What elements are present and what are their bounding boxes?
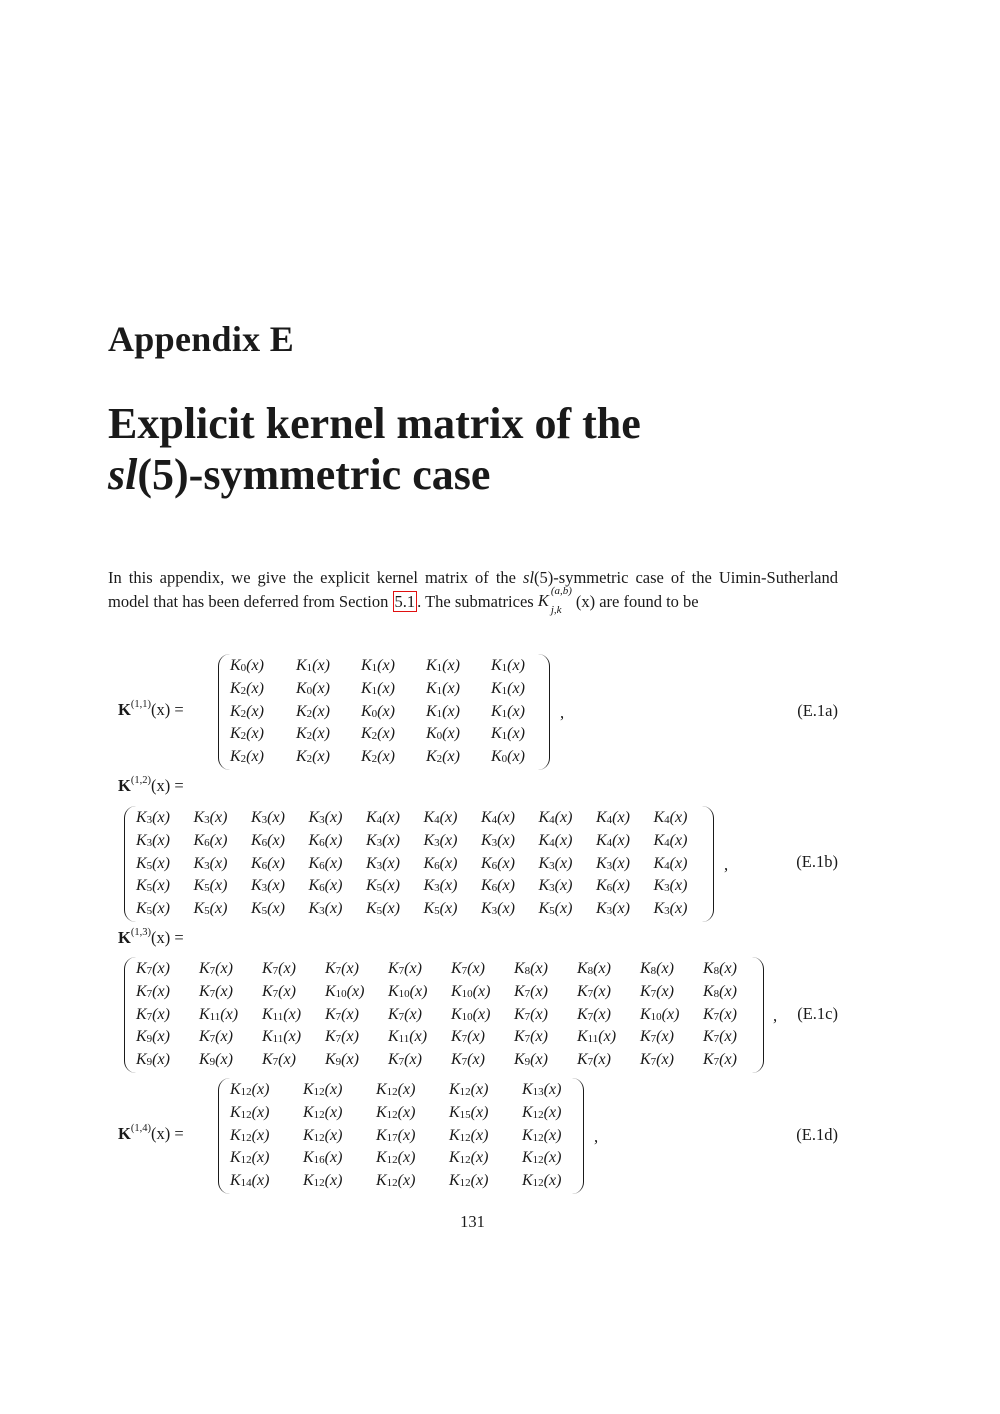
matrix-entry: $K_7(x)$ bbox=[325, 1005, 359, 1023]
matrix-entry: $K_6(x)$ bbox=[481, 877, 515, 895]
matrix-entry: $K_3(x)$ bbox=[251, 809, 285, 826]
matrix-entry: $K_3(x)$ bbox=[538, 854, 573, 872]
matrix-entry: $K_{11}(x)$ bbox=[262, 1005, 302, 1023]
matrix-entry: $K_{12}(x)$ bbox=[449, 1172, 489, 1190]
matrix-entry: $K_{14}(x)$ bbox=[230, 1172, 270, 1190]
matrix-entry: $K_7(x)$ bbox=[325, 1028, 359, 1046]
matrix-entry: $K_5(x)$ bbox=[251, 900, 285, 918]
kernel-matrix bbox=[218, 1078, 584, 1194]
matrix-entry: $K_3(x)$ bbox=[193, 809, 228, 826]
matrix-entry: $K_5(x)$ bbox=[366, 900, 400, 918]
matrix-entry: $K_7(x)$ bbox=[388, 1051, 422, 1069]
matrix-entry: $K_4(x)$ bbox=[538, 831, 573, 849]
matrix-entry: $K_2(x)$ bbox=[426, 748, 460, 766]
matrix-entry: $K_2(x)$ bbox=[361, 725, 395, 743]
title-line-1: Explicit kernel matrix of the bbox=[108, 399, 641, 448]
intro-part-3: . The submatrices bbox=[417, 592, 538, 611]
equation-lhs: K$^{(1,2)}$(x) = bbox=[118, 774, 184, 795]
matrix-entry: $K_7(x)$ bbox=[325, 960, 359, 977]
matrix-entry: $K_3(x)$ bbox=[308, 809, 343, 826]
matrix-entry: $K_7(x)$ bbox=[514, 982, 548, 1000]
matrix-entry: $K_{12}(x)$ bbox=[303, 1126, 343, 1144]
matrix-row bbox=[230, 655, 551, 678]
matrix-entry: $K_3(x)$ bbox=[423, 877, 458, 895]
matrix-entry: $K_8(x)$ bbox=[640, 960, 674, 977]
equation-number: (E.1c) bbox=[797, 1004, 838, 1023]
matrix-entry: $K_{12}(x)$ bbox=[522, 1126, 562, 1144]
matrix-row bbox=[136, 1026, 766, 1049]
matrix-entry: $K_9(x)$ bbox=[136, 1028, 170, 1046]
matrix-row bbox=[136, 853, 711, 876]
matrix-entry: $K_5(x)$ bbox=[136, 854, 170, 872]
matrix-entry: $K_{16}(x)$ bbox=[303, 1149, 343, 1167]
matrix-entry: $K_{12}(x)$ bbox=[303, 1172, 343, 1190]
matrix-entry: $K_9(x)$ bbox=[514, 1051, 548, 1069]
matrix-entry: $K_9(x)$ bbox=[325, 1051, 359, 1069]
matrix-entry: $K_{12}(x)$ bbox=[230, 1126, 270, 1144]
matrix-entry: $K_7(x)$ bbox=[640, 1051, 674, 1069]
matrix-entry: $K_3(x)$ bbox=[366, 854, 400, 872]
matrix-entry: $K_7(x)$ bbox=[703, 1005, 737, 1023]
matrix-entry: $K_{13}(x)$ bbox=[522, 1081, 562, 1098]
matrix-row bbox=[136, 1049, 766, 1072]
matrix-entry: $K_0(x)$ bbox=[426, 725, 460, 743]
matrix-entry: $K_4(x)$ bbox=[423, 809, 458, 826]
matrix-entry: $K_{12}(x)$ bbox=[303, 1081, 343, 1098]
matrix-entry: $K_3(x)$ bbox=[308, 900, 343, 918]
matrix-entry: $K_2(x)$ bbox=[296, 725, 330, 743]
matrix-row bbox=[230, 1147, 595, 1170]
matrix-entry: $K_0(x)$ bbox=[230, 657, 264, 674]
matrix-entry: $K_5(x)$ bbox=[538, 900, 573, 918]
matrix-entry: $K_6(x)$ bbox=[481, 854, 515, 872]
matrix-entry: $K_2(x)$ bbox=[296, 748, 330, 766]
matrix-entry: $K_0(x)$ bbox=[491, 748, 525, 766]
matrix-row bbox=[136, 807, 711, 830]
section-link[interactable]: 5.1 bbox=[394, 592, 416, 611]
matrix-entry: $K_{12}(x)$ bbox=[376, 1081, 416, 1098]
matrix-entry: $K_{12}(x)$ bbox=[449, 1126, 489, 1144]
submatrix-sup: (a,b) bbox=[550, 585, 572, 597]
equation-comma: , bbox=[773, 1006, 778, 1025]
matrix-entry: $K_{11}(x)$ bbox=[262, 1028, 302, 1046]
matrix-entry: $K_{17}(x)$ bbox=[376, 1126, 416, 1144]
matrix-entry: $K_1(x)$ bbox=[491, 679, 525, 697]
matrix-entry: $K_7(x)$ bbox=[262, 1051, 296, 1069]
kernel-matrix bbox=[124, 957, 764, 1073]
matrix-entry: $K_7(x)$ bbox=[703, 1028, 737, 1046]
matrix-entry: $K_3(x)$ bbox=[653, 877, 688, 895]
matrix-entry: $K_7(x)$ bbox=[262, 982, 296, 1000]
intro-paragraph bbox=[108, 566, 838, 614]
matrix-entry: $K_7(x)$ bbox=[640, 982, 674, 1000]
matrix-entry: $K_6(x)$ bbox=[596, 877, 630, 895]
matrix-entry: $K_5(x)$ bbox=[193, 900, 228, 918]
equation-comma: , bbox=[724, 855, 729, 874]
matrix-entry: $K_{10}(x)$ bbox=[388, 982, 428, 1000]
matrix-entry: $K_8(x)$ bbox=[514, 960, 548, 977]
matrix-entry: $K_4(x)$ bbox=[653, 809, 688, 826]
matrix-entry: $K_5(x)$ bbox=[193, 877, 228, 895]
matrix-entry: $K_7(x)$ bbox=[388, 1005, 422, 1023]
matrix-row bbox=[136, 875, 711, 898]
matrix-entry: $K_{10}(x)$ bbox=[451, 1005, 491, 1023]
kernel-matrix bbox=[218, 654, 550, 770]
matrix-entry: $K_{10}(x)$ bbox=[451, 982, 491, 1000]
matrix-entry: $K_3(x)$ bbox=[136, 809, 170, 826]
matrix-entry: $K_6(x)$ bbox=[308, 831, 343, 849]
matrix-row bbox=[136, 898, 711, 921]
matrix-entry: $K_7(x)$ bbox=[577, 1051, 611, 1069]
matrix-entry: $K_2(x)$ bbox=[230, 702, 264, 720]
matrix-entry: $K_4(x)$ bbox=[596, 831, 630, 849]
matrix-entry: $K_4(x)$ bbox=[538, 809, 573, 826]
matrix-row bbox=[136, 958, 766, 981]
matrix-entry: $K_3(x)$ bbox=[596, 900, 630, 918]
matrix-entry: $K_7(x)$ bbox=[136, 1005, 170, 1023]
matrix-entry: $K_9(x)$ bbox=[136, 1051, 170, 1069]
matrix-entry: $K_1(x)$ bbox=[361, 679, 395, 697]
matrix-entry: $K_7(x)$ bbox=[199, 1028, 233, 1046]
intro-part-4: (x) are found to be bbox=[575, 592, 699, 611]
matrix-entry: $K_3(x)$ bbox=[481, 831, 515, 849]
submatrix-symbol bbox=[537, 585, 576, 616]
matrix-entry: $K_1(x)$ bbox=[296, 657, 330, 674]
matrix-entry: $K_{12}(x)$ bbox=[522, 1149, 562, 1167]
matrix-entry: $K_7(x)$ bbox=[451, 1051, 485, 1069]
matrix-entry: $K_6(x)$ bbox=[308, 877, 343, 895]
equation-number: (E.1d) bbox=[796, 1125, 838, 1144]
title-rest: (5)-symmetric case bbox=[137, 450, 491, 499]
matrix-entry: $K_4(x)$ bbox=[596, 809, 630, 826]
matrix-entry: $K_2(x)$ bbox=[361, 748, 395, 766]
page-number: 131 bbox=[460, 1212, 485, 1231]
matrix-entry: $K_7(x)$ bbox=[514, 1005, 548, 1023]
matrix-entry: $K_{12}(x)$ bbox=[230, 1149, 270, 1167]
matrix-entry: $K_{10}(x)$ bbox=[640, 1005, 680, 1023]
matrix-entry: $K_2(x)$ bbox=[296, 702, 330, 720]
submatrix-sub: j,k bbox=[550, 604, 562, 616]
matrix-row bbox=[230, 723, 551, 746]
submatrix-k: K bbox=[537, 591, 549, 610]
matrix-entry: $K_7(x)$ bbox=[640, 1028, 674, 1046]
matrix-entry: $K_3(x)$ bbox=[653, 900, 688, 918]
matrix-entry: $K_9(x)$ bbox=[199, 1051, 233, 1069]
intro-part-2: (5)-symmetric case of the Uimin-Sutherland model that has been deferred from Section bbox=[108, 568, 838, 611]
matrix-entry: $K_{12}(x)$ bbox=[522, 1172, 562, 1190]
matrix-entry: $K_{11}(x)$ bbox=[577, 1028, 617, 1046]
matrix-entry: $K_7(x)$ bbox=[577, 1005, 611, 1023]
matrix-entry: $K_5(x)$ bbox=[366, 877, 400, 895]
matrix-entry: $K_{12}(x)$ bbox=[376, 1172, 416, 1190]
matrix-entry: $K_{12}(x)$ bbox=[303, 1103, 343, 1121]
matrix-entry: $K_3(x)$ bbox=[538, 877, 573, 895]
matrix-entry: $K_3(x)$ bbox=[596, 854, 630, 872]
title-italic-sl: sl bbox=[108, 450, 138, 499]
matrix-entry: $K_{10}(x)$ bbox=[325, 982, 365, 1000]
matrix-entry: $K_2(x)$ bbox=[230, 748, 264, 766]
matrix-entry: $K_4(x)$ bbox=[653, 854, 688, 872]
matrix-entry: $K_{12}(x)$ bbox=[376, 1103, 416, 1121]
matrix-row bbox=[136, 981, 766, 1004]
matrix-entry: $K_{11}(x)$ bbox=[199, 1005, 239, 1023]
matrix-entry: $K_1(x)$ bbox=[491, 725, 525, 743]
matrix-entry: $K_1(x)$ bbox=[426, 657, 460, 674]
matrix-row bbox=[230, 701, 551, 724]
matrix-entry: $K_7(x)$ bbox=[199, 982, 233, 1000]
matrix-entry: $K_1(x)$ bbox=[491, 657, 525, 674]
matrix-row bbox=[230, 1102, 595, 1125]
matrix-row bbox=[136, 830, 711, 853]
matrix-entry: $K_3(x)$ bbox=[193, 854, 228, 872]
intro-italic-sl: sl bbox=[523, 568, 535, 587]
matrix-entry: $K_7(x)$ bbox=[451, 1028, 485, 1046]
matrix-entry: $K_7(x)$ bbox=[451, 960, 485, 977]
matrix-entry: $K_5(x)$ bbox=[136, 900, 170, 918]
intro-part-1: In this appendix, we give the explicit kernel matrix of the bbox=[108, 568, 524, 587]
matrix-entry: $K_7(x)$ bbox=[388, 960, 422, 977]
matrix-entry: $K_{12}(x)$ bbox=[449, 1081, 489, 1098]
matrix-entry: $K_1(x)$ bbox=[491, 702, 525, 720]
equation-number: (E.1a) bbox=[797, 701, 838, 720]
matrix-entry: $K_{15}(x)$ bbox=[449, 1103, 489, 1121]
equation-comma: , bbox=[560, 703, 565, 722]
matrix-row bbox=[230, 1125, 595, 1148]
matrix-entry: $K_0(x)$ bbox=[296, 679, 330, 697]
equation-lhs: K$^{(1,1)}$(x) = bbox=[118, 698, 184, 719]
matrix-entry: $K_2(x)$ bbox=[230, 725, 264, 743]
matrix-entry: $K_6(x)$ bbox=[308, 854, 343, 872]
matrix-entry: $K_7(x)$ bbox=[199, 960, 233, 977]
appendix-label: Appendix E bbox=[108, 319, 295, 359]
matrix-row bbox=[230, 1170, 595, 1193]
matrix-entry: $K_6(x)$ bbox=[423, 854, 458, 872]
matrix-entry: $K_1(x)$ bbox=[426, 679, 460, 697]
matrix-entry: $K_6(x)$ bbox=[251, 831, 285, 849]
matrix-entry: $K_6(x)$ bbox=[193, 831, 228, 849]
matrix-entry: $K_3(x)$ bbox=[423, 831, 458, 849]
matrix-entry: $K_8(x)$ bbox=[703, 960, 737, 977]
matrix-entry: $K_7(x)$ bbox=[514, 1028, 548, 1046]
matrix-entry: $K_2(x)$ bbox=[230, 679, 264, 697]
matrix-entry: $K_{11}(x)$ bbox=[388, 1028, 428, 1046]
equation-lhs: K$^{(1,3)}$(x) = bbox=[118, 926, 184, 947]
matrix-entry: $K_7(x)$ bbox=[703, 1051, 737, 1069]
matrix-entry: $K_3(x)$ bbox=[481, 900, 515, 918]
matrix-entry: $K_1(x)$ bbox=[361, 657, 395, 674]
equation-number: (E.1b) bbox=[796, 852, 838, 871]
matrix-entry: $K_3(x)$ bbox=[136, 831, 170, 849]
matrix-row bbox=[230, 678, 551, 701]
matrix-row bbox=[230, 1079, 595, 1102]
matrix-entry: $K_{12}(x)$ bbox=[230, 1081, 270, 1098]
matrix-entry: $K_{12}(x)$ bbox=[376, 1149, 416, 1167]
matrix-entry: $K_4(x)$ bbox=[481, 809, 515, 826]
matrix-entry: $K_1(x)$ bbox=[426, 702, 460, 720]
matrix-entry: $K_5(x)$ bbox=[136, 877, 170, 895]
matrix-entry: $K_7(x)$ bbox=[577, 982, 611, 1000]
matrix-row bbox=[230, 746, 551, 769]
matrix-entry: $K_7(x)$ bbox=[262, 960, 296, 977]
matrix-entry: $K_7(x)$ bbox=[136, 982, 170, 1000]
matrix-entry: $K_{12}(x)$ bbox=[449, 1149, 489, 1167]
matrix-entry: $K_{12}(x)$ bbox=[230, 1103, 270, 1121]
matrix-entry: $K_8(x)$ bbox=[703, 982, 737, 1000]
matrix-entry: $K_7(x)$ bbox=[136, 960, 170, 977]
matrix-entry: $K_0(x)$ bbox=[361, 702, 395, 720]
matrix-entry: $K_5(x)$ bbox=[423, 900, 458, 918]
equation-lhs: K$^{(1,4)}$(x) = bbox=[118, 1122, 184, 1143]
matrix-entry: $K_{12}(x)$ bbox=[522, 1103, 562, 1121]
matrix-entry: $K_4(x)$ bbox=[366, 809, 400, 826]
chapter-title bbox=[108, 398, 868, 500]
matrix-entry: $K_8(x)$ bbox=[577, 960, 611, 977]
matrix-row bbox=[136, 1004, 766, 1027]
matrix-entry: $K_6(x)$ bbox=[251, 854, 285, 872]
matrix-entry: $K_3(x)$ bbox=[366, 831, 400, 849]
equation-comma: , bbox=[594, 1127, 599, 1146]
matrix-entry: $K_4(x)$ bbox=[653, 831, 688, 849]
matrix-entry: $K_3(x)$ bbox=[251, 877, 285, 895]
kernel-matrix bbox=[124, 806, 714, 922]
